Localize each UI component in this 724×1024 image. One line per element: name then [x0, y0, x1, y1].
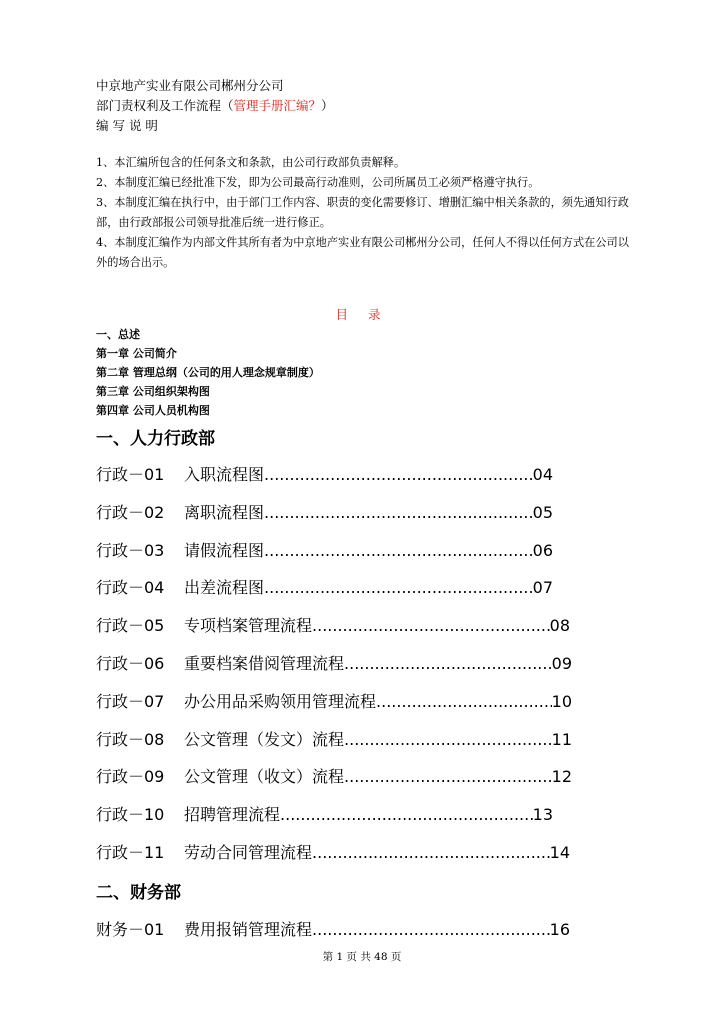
rule-item: 4、本制度汇编作为内部文件其所有者为中京地产实业有限公司郴州分公司，任何人不得以任何方式在公司以外的场合出示。 — [96, 236, 629, 269]
toc-entry-page: 11 — [551, 729, 572, 749]
toc-entry-page: 05 — [532, 502, 553, 522]
toc-leader-dots — [312, 842, 550, 864]
toc-entry-page: 13 — [532, 805, 553, 825]
toc-entry-title: 劳动合同管理流程 — [184, 843, 313, 862]
toc-summary — [96, 325, 320, 420]
page-footer: 第 1 页 共 48 页 — [322, 951, 402, 963]
toc-entry-title: 请假流程图 — [184, 540, 265, 560]
toc-entry-code: 行政－02 — [96, 502, 165, 522]
toc-title: 目 录 — [335, 307, 389, 322]
toc-entry-title: 专项档案管理流程 — [184, 616, 313, 636]
toc-summary-item[interactable]: 一、总述 — [96, 328, 140, 341]
toc-entry-code: 行政－08 — [96, 729, 165, 749]
toc-entry-page: 16 — [549, 920, 570, 939]
toc-summary-item[interactable]: 第三章 公司组织架构图 — [96, 385, 210, 398]
toc-entry[interactable] — [96, 615, 570, 637]
toc-leader-dots — [312, 919, 550, 941]
toc-leader-dots — [264, 540, 533, 562]
section-heading-admin: 一、人力行政部 — [96, 429, 215, 449]
toc-leader-dots — [264, 577, 533, 599]
toc-summary-item[interactable]: 第四章 公司人员机构图 — [96, 404, 210, 417]
toc-entry-title: 招聘管理流程 — [184, 805, 281, 825]
toc-entry-title: 公文管理（收文）流程 — [184, 767, 345, 787]
section-heading-finance: 二、财务部 — [96, 883, 181, 903]
document-title-note: 管理手册汇编？ — [233, 98, 322, 113]
toc-entry-title: 公文管理（发文）流程 — [184, 729, 345, 749]
document-title-main: 部门责权利及工作流程（ — [96, 98, 234, 113]
toc-entry-page: 12 — [551, 767, 572, 787]
toc-entry-code: 行政－09 — [96, 767, 165, 787]
toc-entry-page: 07 — [532, 578, 553, 598]
document-title-end: ） — [321, 98, 334, 113]
preface-label: 编 写 说 明 — [96, 118, 158, 133]
toc-entry-page: 10 — [551, 691, 572, 711]
toc-entry-page: 08 — [549, 616, 570, 636]
toc-entry[interactable] — [96, 691, 572, 713]
toc-entry-code: 行政－05 — [96, 616, 165, 636]
toc-entry[interactable] — [96, 804, 553, 826]
company-name: 中京地产实业有限公司郴州分公司 — [96, 78, 284, 93]
toc-entry-title: 办公用品采购领用管理流程 — [184, 691, 377, 711]
toc-entry-title: 离职流程图 — [184, 502, 265, 522]
toc-entry[interactable] — [96, 766, 572, 788]
toc-entry-title: 费用报销管理流程 — [184, 920, 313, 939]
toc-entry-code: 财务－01 — [96, 920, 165, 939]
toc-entry-title: 入职流程图 — [184, 465, 265, 484]
toc-entry[interactable] — [96, 653, 572, 675]
toc-entry[interactable] — [96, 577, 553, 599]
toc-entry-page: 14 — [549, 843, 570, 862]
toc-entry[interactable] — [96, 502, 553, 524]
toc-leader-dots — [344, 653, 552, 675]
toc-leader-dots — [344, 729, 552, 751]
rule-item: 2、本制度汇编已经批准下发，即为公司最高行动准则，公司所属员工必须严格遵守执行。 — [96, 176, 540, 189]
toc-entry-code: 行政－04 — [96, 578, 165, 598]
toc-entry-code: 行政－10 — [96, 805, 165, 825]
toc-entry-title: 出差流程图 — [184, 578, 265, 598]
toc-entry-code: 行政－06 — [96, 654, 165, 673]
toc-entry-title: 重要档案借阅管理流程 — [184, 654, 345, 673]
toc-entry[interactable] — [96, 729, 572, 751]
toc-leader-dots — [280, 804, 533, 826]
toc-leader-dots — [376, 691, 552, 713]
toc-summary-item[interactable]: 第二章 管理总纲（公司的用人理念规章制度） — [96, 366, 320, 379]
toc-entry-code: 行政－11 — [96, 843, 165, 862]
toc-entry-page: 04 — [532, 465, 553, 484]
toc-leader-dots — [264, 502, 533, 524]
toc-entry-code: 行政－03 — [96, 540, 165, 560]
toc-entry-code: 行政－01 — [96, 465, 165, 484]
toc-entry-code: 行政－07 — [96, 691, 165, 711]
toc-leader-dots — [312, 615, 550, 637]
rule-item: 1、本汇编所包含的任何条文和条款，由公司行政部负责解释。 — [96, 156, 406, 169]
toc-entry[interactable] — [96, 842, 570, 864]
preface-rules — [96, 153, 636, 273]
toc-entry[interactable] — [96, 464, 553, 486]
toc-entry-page: 09 — [551, 654, 572, 673]
toc-entry-page: 06 — [532, 540, 553, 560]
toc-entry[interactable] — [96, 919, 570, 941]
toc-entry[interactable] — [96, 540, 553, 562]
toc-leader-dots — [344, 766, 552, 788]
toc-leader-dots — [264, 464, 533, 486]
rule-item: 3、本制度汇编在执行中，由于部门工作内容、职责的变化需要修订、增删汇编中相关条款的，须先通知行政部，由行政部报公司领导批准后统一进行修正。 — [96, 196, 629, 229]
toc-summary-item[interactable]: 第一章 公司简介 — [96, 347, 177, 360]
document-title — [96, 98, 334, 114]
